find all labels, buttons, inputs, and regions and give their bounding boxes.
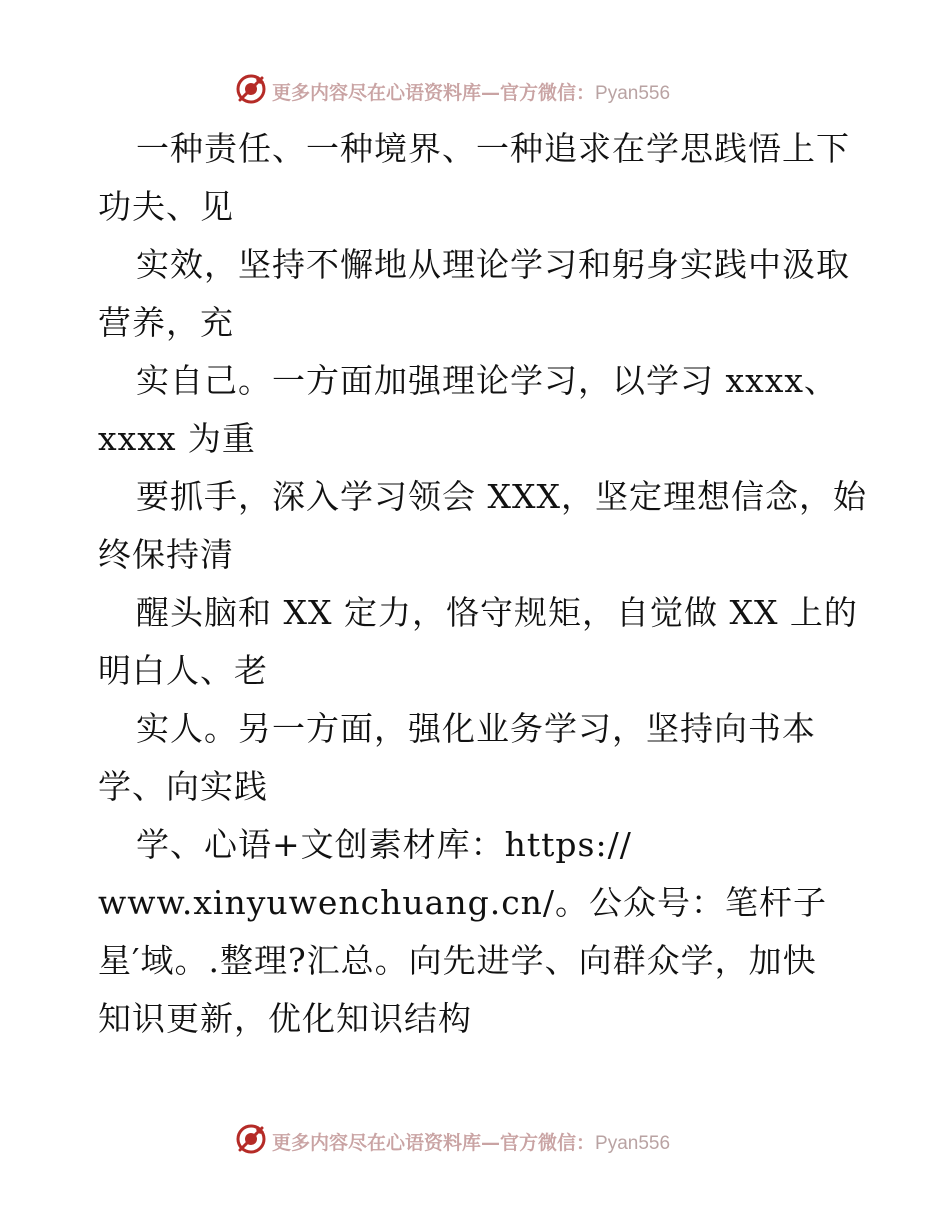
url-text-line: www.xinyuwenchuang.cn/。公众号：笔杆子 [98,883,828,922]
text-line: 一种责任、一种境界、一种追求在学思践悟上下 [136,129,850,168]
footer-banner-label: 更多内容尽在心语资料库—官方微信： [272,1132,596,1154]
text-line: 学、心语+文创素材库：https:// [136,825,632,864]
document-body [98,120,867,1048]
text-line: 要抓手，深入学习领会 XXX，坚定理想信念，始 [136,477,867,516]
brush-logo-icon [234,1122,268,1156]
footer-banner-text [272,1128,670,1155]
text-line: 星′域。.整理?汇总。向先进学、向群众学，加快 [98,941,817,980]
text-line: 知识更新，优化知识结构 [98,999,472,1038]
text-line: 学、向实践 [98,767,268,806]
footer-banner [0,1120,950,1160]
text-line: 醒头脑和 XX 定力，恪守规矩，自觉做 XX 上的 [136,593,858,632]
text-line: xxxx 为重 [98,419,256,458]
header-banner-label: 更多内容尽在心语资料库—官方微信： [272,82,596,104]
text-line: 实效，坚持不懈地从理论学习和躬身实践中汲取 [136,245,850,284]
brush-logo-icon [234,72,268,106]
header-banner-text [272,78,670,105]
text-line: 终保持清 [98,535,234,574]
text-line: 实人。另一方面，强化业务学习，坚持向书本 [136,709,816,748]
text-line: 明白人、老 [98,651,268,690]
text-line: 营养，充 [98,303,234,342]
header-banner [0,70,950,110]
footer-wechat-id: Pyan556 [595,1133,671,1154]
text-line: 功夫、见 [98,187,234,226]
text-line: 实自己。一方面加强理论学习，以学习 xxxx、 [136,361,838,400]
header-wechat-id: Pyan556 [595,83,671,104]
